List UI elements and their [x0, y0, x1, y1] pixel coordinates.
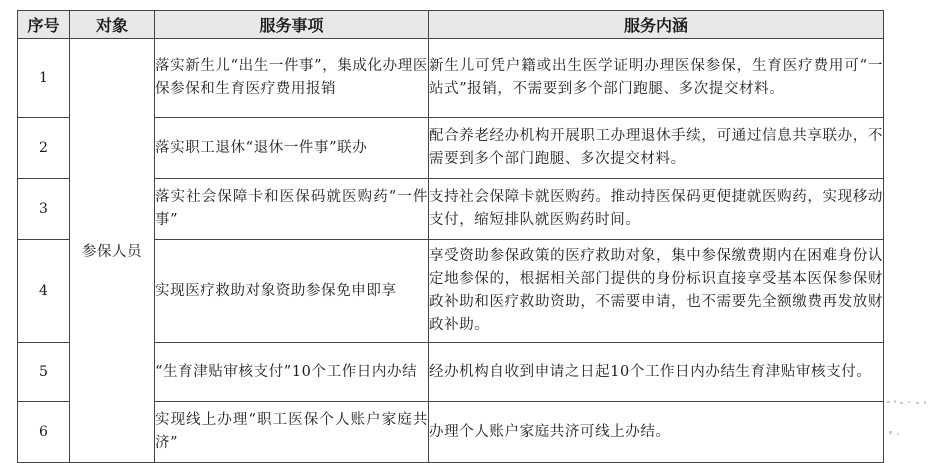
service-item: 落实社会保障卡和医保码就医购药“一件事”: [155, 179, 429, 240]
header-target: 对象: [70, 11, 155, 39]
row-number: 1: [18, 39, 70, 118]
service-item: 落实新生儿“出生一件事”，集成化办理医保参保和生育医疗费用报销: [155, 39, 429, 118]
header-row: [18, 11, 884, 39]
policy-table: [17, 10, 884, 463]
service-content: 支持社会保障卡就医购药。推动持医保码更便捷就医购药，实现移动支付，缩短排队就医购药时间。: [429, 179, 884, 240]
service-content: 办理个人账户家庭共济可线上办结。: [429, 402, 884, 463]
table-header: [18, 11, 884, 39]
row-number: 5: [18, 343, 70, 402]
service-content: 经办机构自收到申请之日起10个工作日内办结生育津贴审核支付。: [429, 343, 884, 402]
service-content: 享受资助参保政策的医疗救助对象，集中参保缴费期内在困难身份认定地参保的，根据相关部门提供的身份标识直接享受基本医保参保财政补助和医疗救助资助，不需要申请，也不需要先全额缴费再发放财政补助。: [429, 240, 884, 343]
row-number: 4: [18, 240, 70, 343]
service-item: “生育津贴审核支付”10个工作日内办结: [155, 343, 429, 402]
table-body: [18, 39, 884, 463]
service-content: 新生儿可凭户籍或出生医学证明办理医保参保，生育医疗费用可“一站式”报销，不需要到多个部门跑腿、多次提交材料。: [429, 39, 884, 118]
row-number: 6: [18, 402, 70, 463]
service-item: 实现医疗救助对象资助参保免申即享: [155, 240, 429, 343]
scan-artifact: [886, 395, 932, 445]
row-number: 3: [18, 179, 70, 240]
row-number: 2: [18, 118, 70, 179]
header-num: 序号: [18, 11, 70, 39]
table-row: [18, 39, 884, 118]
target-group-cell: 参保人员: [70, 39, 155, 463]
service-item: 实现线上办理“职工医保个人账户家庭共济”: [155, 402, 429, 463]
header-item: 服务事项: [155, 11, 429, 39]
service-content: 配合养老经办机构开展职工办理退休手续，可通过信息共享联办，不需要到多个部门跑腿、多次提交材料。: [429, 118, 884, 179]
header-content: 服务内涵: [429, 11, 884, 39]
service-item: 落实职工退休“退休一件事”联办: [155, 118, 429, 179]
